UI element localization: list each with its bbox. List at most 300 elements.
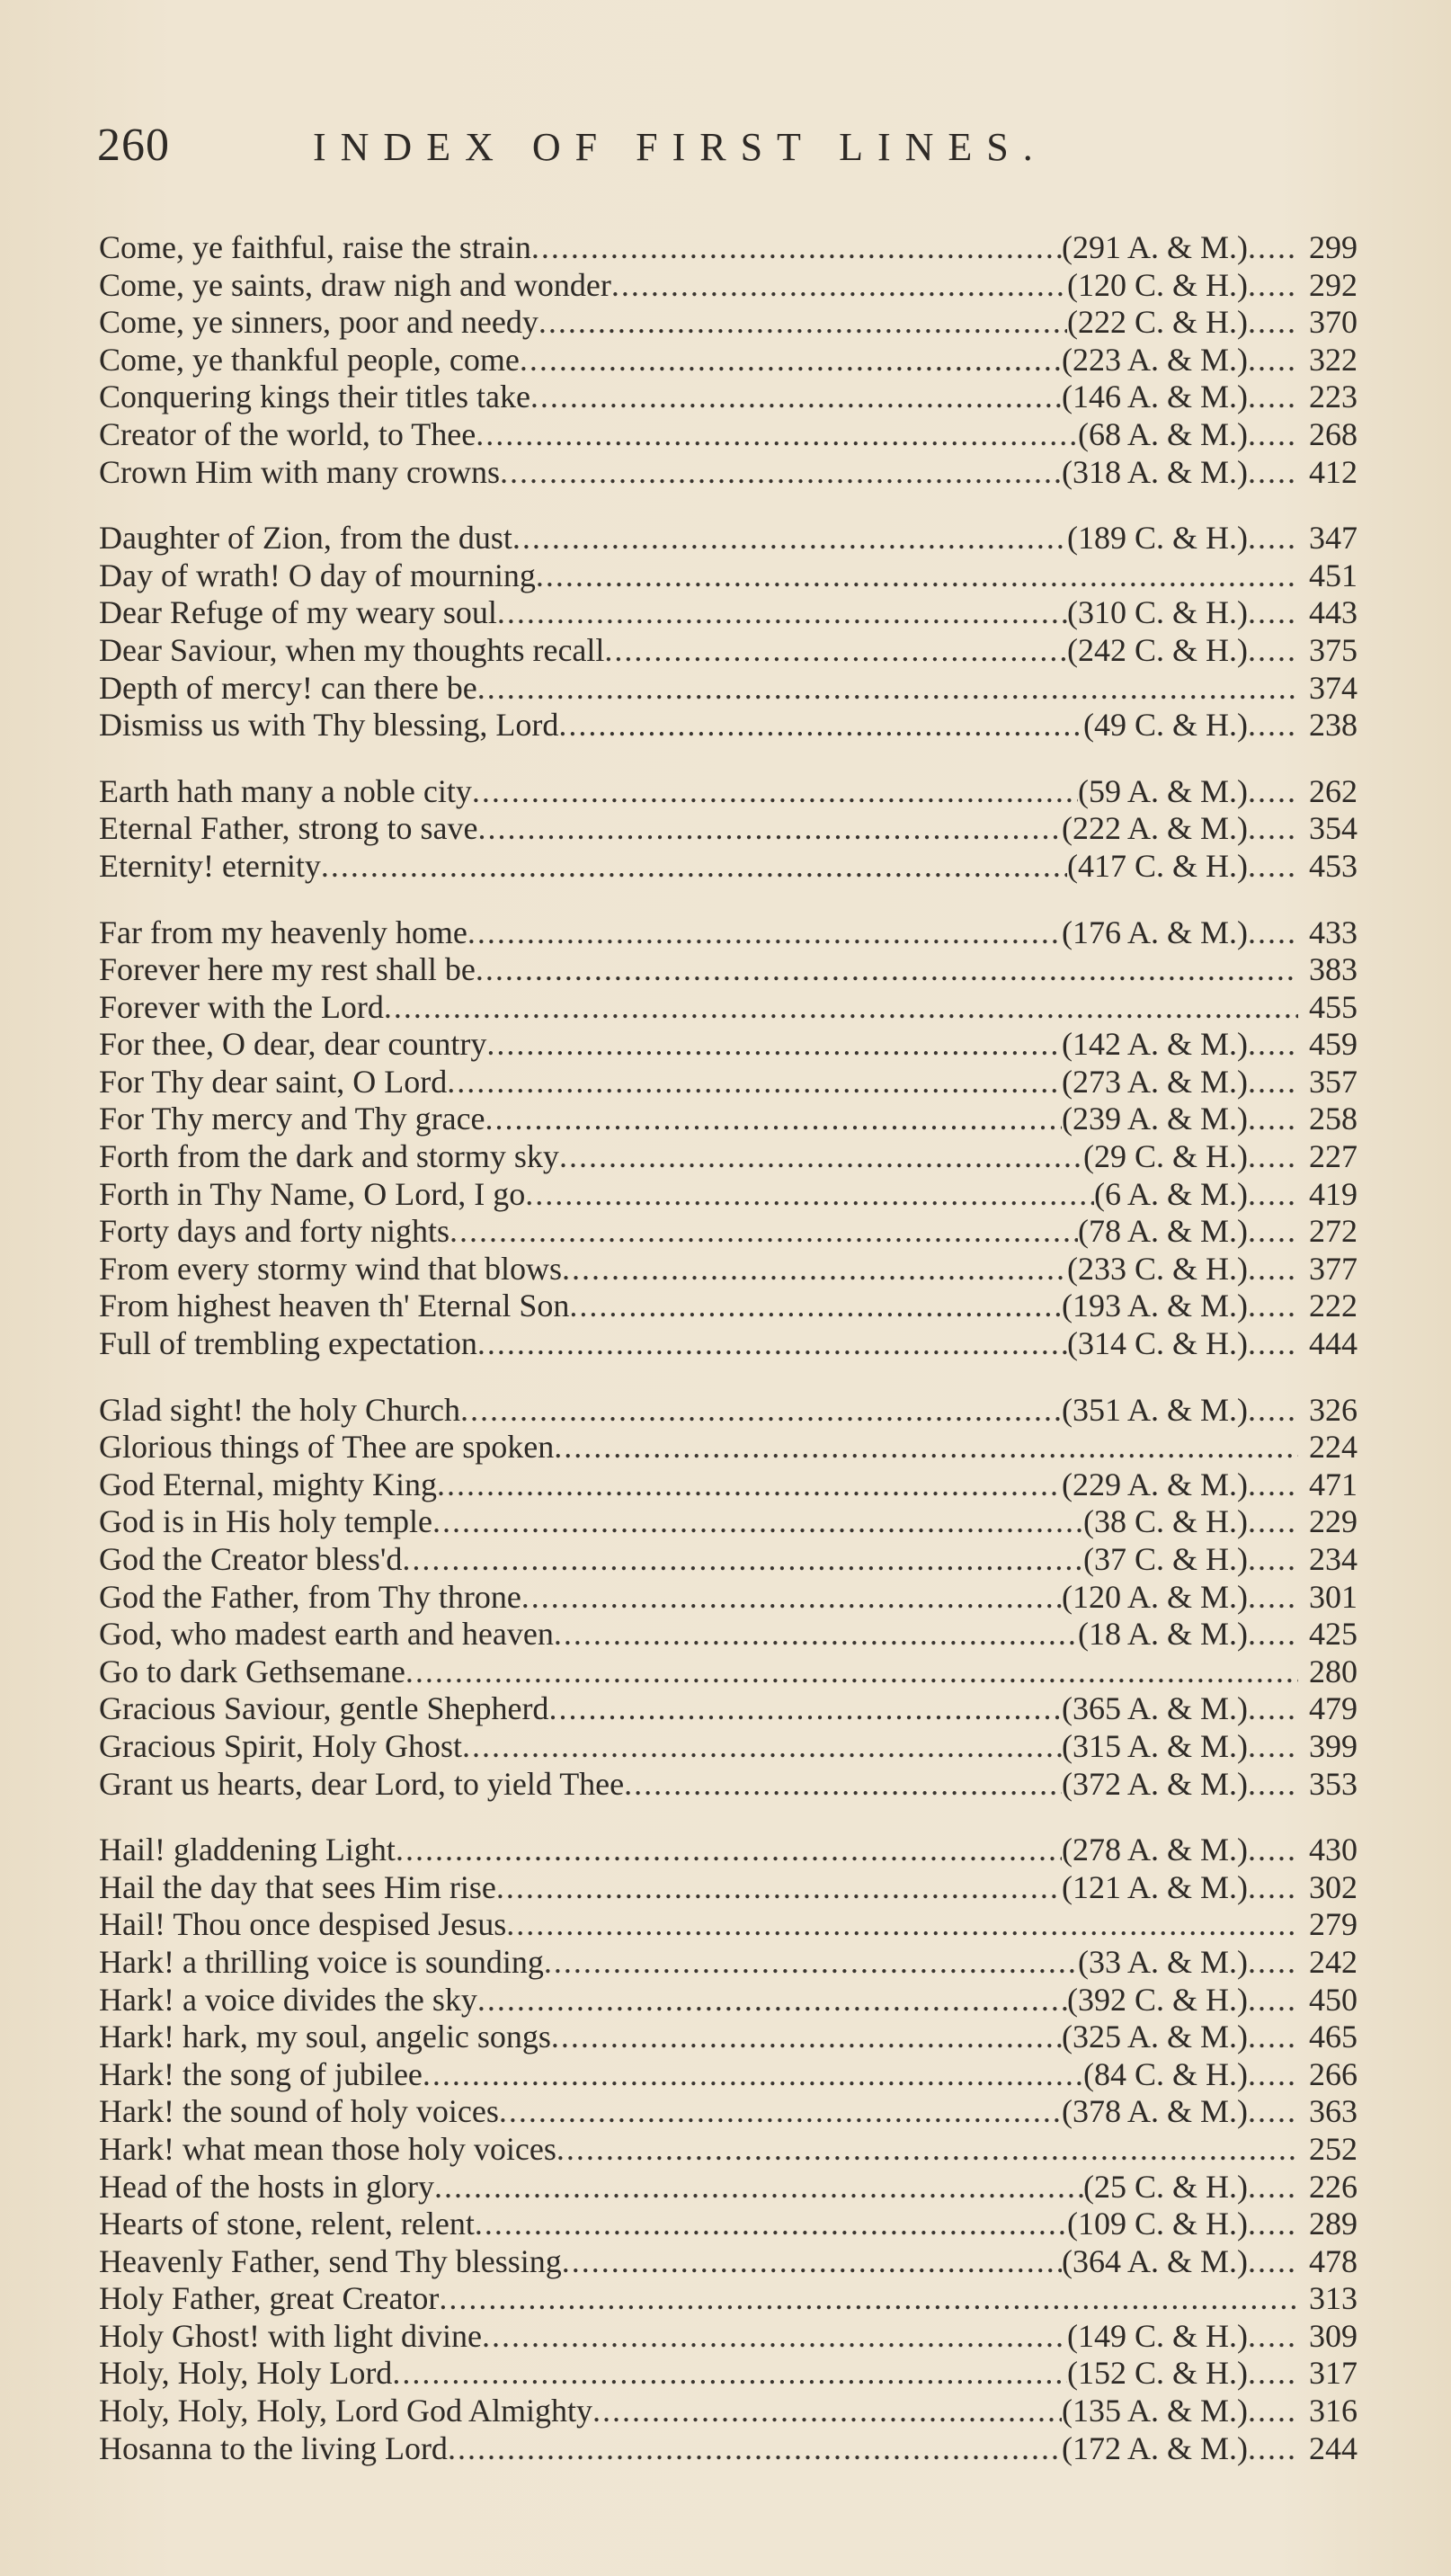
dot-leader-tail <box>1248 304 1298 342</box>
first-line-text: Come, ye saints, draw nigh and wonder <box>99 266 611 303</box>
dot-leader-tail <box>1248 1766 1298 1804</box>
hymnal-reference: (365 A. & M.) <box>1062 1690 1248 1727</box>
index-row <box>99 2430 1358 2468</box>
first-line-text: God the Creator bless'd <box>99 1541 403 1577</box>
hymn-number: 399 <box>1309 1727 1358 1764</box>
hymnal-reference: (78 A. & M.) <box>1078 1213 1248 1250</box>
dot-leader-tail <box>1248 1869 1298 1907</box>
hymn-number: 317 <box>1309 2355 1358 2392</box>
index-row <box>99 1982 1358 2019</box>
first-line-text: For Thy dear saint, O Lord <box>99 1063 448 1100</box>
hymnal-reference: (193 A. & M.) <box>1062 1288 1248 1324</box>
dot-leader-tail <box>1248 2093 1298 2131</box>
index-row <box>99 914 1358 952</box>
dot-leader-tail <box>1248 2430 1298 2468</box>
dot-leader <box>569 1288 1062 1325</box>
hymn-number: 363 <box>1309 2093 1358 2130</box>
hymn-number: 374 <box>1309 669 1358 706</box>
dot-leader <box>475 2206 1067 2243</box>
index-row <box>99 1325 1358 1363</box>
dot-leader-tail <box>1248 1251 1298 1288</box>
hymnal-reference: (149 C. & H.) <box>1067 2317 1248 2354</box>
dot-leader <box>486 1026 1062 1064</box>
index-row <box>99 1213 1358 1251</box>
dot-leader <box>450 1213 1078 1251</box>
hymnal-reference: (315 A. & M.) <box>1062 1727 1248 1764</box>
index-row <box>99 1064 1358 1101</box>
dot-leader <box>556 2131 1298 2169</box>
index-row <box>99 454 1358 492</box>
hymn-number: 313 <box>1309 2280 1358 2317</box>
hymn-number: 234 <box>1309 1541 1358 1577</box>
index-row <box>99 1616 1358 1653</box>
dot-leader-tail <box>1248 914 1298 952</box>
first-line-text: For Thy mercy and Thy grace <box>99 1101 485 1137</box>
dot-leader <box>476 416 1078 454</box>
dot-leader <box>477 670 1298 708</box>
first-line-text: Come, ye faithful, raise the strain <box>99 229 531 265</box>
hymnal-reference: (417 C. & H.) <box>1067 847 1248 884</box>
hymn-number: 425 <box>1309 1616 1358 1653</box>
dot-leader <box>437 1466 1062 1504</box>
index-row <box>99 670 1358 708</box>
index-row <box>99 2019 1358 2056</box>
dot-leader <box>482 2318 1067 2356</box>
index-row <box>99 1766 1358 1804</box>
hymn-number: 453 <box>1309 847 1358 884</box>
hymn-number: 353 <box>1309 1765 1358 1802</box>
index-row <box>99 1138 1358 1176</box>
first-line-text: From every stormy wind that blows <box>99 1250 562 1287</box>
dot-leader <box>539 304 1067 342</box>
dot-leader <box>548 1690 1062 1728</box>
dot-leader <box>477 810 1062 848</box>
dot-leader-tail <box>1248 632 1298 670</box>
dot-leader <box>485 1101 1062 1138</box>
hymn-number: 383 <box>1309 951 1358 988</box>
dot-leader <box>434 2169 1083 2206</box>
hymn-number: 301 <box>1309 1578 1358 1615</box>
hymn-number: 412 <box>1309 453 1358 490</box>
dot-leader <box>477 1982 1067 2019</box>
first-line-text: God is in His holy temple <box>99 1503 432 1540</box>
index-row <box>99 810 1358 848</box>
index-group-c <box>99 229 1358 491</box>
dot-leader-tail <box>1248 1392 1298 1430</box>
hymn-number: 272 <box>1309 1213 1358 1250</box>
first-line-text: Hark! a thrilling voice is sounding <box>99 1943 544 1980</box>
dot-leader-tail <box>1248 1579 1298 1617</box>
dot-leader-tail <box>1248 267 1298 305</box>
index-row <box>99 1579 1358 1617</box>
page-number: 260 <box>97 120 170 171</box>
first-line-text: Full of trembling expectation <box>99 1325 477 1362</box>
hymn-number: 238 <box>1309 707 1358 744</box>
dot-leader <box>402 1541 1083 1579</box>
hymn-number: 326 <box>1309 1391 1358 1428</box>
index-row <box>99 2318 1358 2356</box>
index-row <box>99 1392 1358 1430</box>
index-row <box>99 1944 1358 1982</box>
dot-leader <box>521 1579 1062 1617</box>
hymnal-reference: (351 A. & M.) <box>1062 1391 1248 1428</box>
hymn-number: 258 <box>1309 1101 1358 1137</box>
first-line-text: Hail the day that sees Him rise <box>99 1868 496 1905</box>
hymn-number: 377 <box>1309 1250 1358 1287</box>
index-row <box>99 2355 1358 2393</box>
dot-leader <box>604 632 1067 670</box>
hymnal-reference: (172 A. & M.) <box>1062 2429 1248 2466</box>
first-line-text: Forty days and forty nights <box>99 1213 450 1250</box>
hymnal-reference: (18 A. & M.) <box>1078 1616 1248 1653</box>
dot-leader-tail <box>1248 1541 1298 1579</box>
hymnal-reference: (239 A. & M.) <box>1062 1101 1248 1137</box>
first-line-text: Hark! what mean those holy voices <box>99 2130 556 2167</box>
page-title: INDEX OF FIRST LINES. <box>313 125 1047 169</box>
index-row <box>99 520 1358 557</box>
dot-leader <box>462 1728 1062 1766</box>
dot-leader <box>530 379 1062 416</box>
index-row <box>99 304 1358 342</box>
dot-leader-tail <box>1248 2206 1298 2243</box>
index-row <box>99 1503 1358 1541</box>
hymn-number: 309 <box>1309 2317 1358 2354</box>
dot-leader-tail <box>1248 229 1298 267</box>
first-line-text: Eternity! eternity <box>99 847 321 884</box>
hymn-number: 242 <box>1309 1943 1358 1980</box>
dot-leader <box>439 2280 1298 2318</box>
dot-leader-tail <box>1248 1466 1298 1504</box>
first-line-text: Holy Father, great Creator <box>99 2280 440 2317</box>
hymn-number: 289 <box>1309 2206 1358 2242</box>
dot-leader <box>624 1766 1062 1804</box>
first-line-text: Head of the hosts in glory <box>99 2168 434 2205</box>
index-row <box>99 1690 1358 1728</box>
first-line-text: Holy, Holy, Holy Lord <box>99 2355 393 2392</box>
dot-leader <box>405 1653 1298 1691</box>
index-row <box>99 1251 1358 1288</box>
dot-leader-tail <box>1248 2056 1298 2094</box>
index-group-f <box>99 914 1358 1363</box>
hymnal-reference: (68 A. & M.) <box>1078 415 1248 452</box>
hymn-number: 223 <box>1309 379 1358 415</box>
hymnal-reference: (242 C. & H.) <box>1067 631 1248 668</box>
index-row <box>99 2393 1358 2430</box>
index-row <box>99 1429 1358 1466</box>
hymnal-reference: (176 A. & M.) <box>1062 914 1248 950</box>
hymn-number: 354 <box>1309 810 1358 847</box>
index-row <box>99 2056 1358 2094</box>
hymnal-reference: (49 C. & H.) <box>1083 707 1248 744</box>
dot-leader-tail <box>1248 1064 1298 1101</box>
index-row <box>99 1832 1358 1869</box>
hymn-number: 322 <box>1309 341 1358 378</box>
dot-leader <box>432 1503 1083 1541</box>
dot-leader-tail <box>1248 1982 1298 2019</box>
index-row <box>99 594 1358 632</box>
first-line-text: Hail! gladdening Light <box>99 1832 396 1868</box>
hymn-number: 227 <box>1309 1138 1358 1175</box>
index-row <box>99 2169 1358 2206</box>
hymn-number: 280 <box>1309 1653 1358 1689</box>
dot-leader-tail <box>1248 2355 1298 2393</box>
dot-leader <box>396 1832 1062 1869</box>
hymn-number: 222 <box>1309 1288 1358 1324</box>
first-line-text: Depth of mercy! can there be <box>99 669 477 706</box>
dot-leader <box>562 2243 1062 2281</box>
hymnal-reference: (146 A. & M.) <box>1062 379 1248 415</box>
hymn-number: 262 <box>1309 772 1358 809</box>
hymnal-reference: (120 C. & H.) <box>1067 266 1248 303</box>
dot-leader <box>554 1616 1078 1653</box>
first-line-text: Hail! Thou once despised Jesus <box>99 1906 507 1943</box>
hymnal-reference: (84 C. & H.) <box>1083 2055 1248 2092</box>
index-row <box>99 707 1358 744</box>
first-line-text: Gracious Spirit, Holy Ghost <box>99 1727 462 1764</box>
hymn-number: 370 <box>1309 304 1358 341</box>
hymn-number: 450 <box>1309 1981 1358 2018</box>
hymnal-reference: (59 A. & M.) <box>1078 772 1248 809</box>
dot-leader-tail <box>1248 773 1298 811</box>
dot-leader <box>321 848 1067 886</box>
first-line-text: Glorious things of Thee are spoken <box>99 1429 555 1466</box>
dot-leader <box>544 1944 1078 1982</box>
hymn-number: 444 <box>1309 1325 1358 1362</box>
dot-leader <box>559 1138 1083 1176</box>
hymnal-reference: (135 A. & M.) <box>1062 2393 1248 2429</box>
dot-leader <box>536 557 1298 595</box>
first-line-text: Forth from the dark and stormy sky <box>99 1138 559 1175</box>
index-row <box>99 951 1358 989</box>
dot-leader-tail <box>1248 2019 1298 2056</box>
first-line-text: God, who madest earth and heaven <box>99 1616 554 1653</box>
first-line-text: Day of wrath! O day of mourning <box>99 557 536 593</box>
dot-leader-tail <box>1248 2393 1298 2430</box>
hymn-number: 279 <box>1309 1906 1358 1943</box>
dot-leader-tail <box>1248 1325 1298 1363</box>
dot-leader-tail <box>1248 1944 1298 1982</box>
first-line-text: Creator of the world, to Thee <box>99 415 476 452</box>
hymn-number: 430 <box>1309 1832 1358 1868</box>
hymnal-reference: (229 A. & M.) <box>1062 1466 1248 1502</box>
dot-leader <box>447 1064 1062 1101</box>
hymnal-reference: (189 C. & H.) <box>1067 520 1248 557</box>
first-line-text: God the Father, from Thy throne <box>99 1578 521 1615</box>
first-line-text: Earth hath many a noble city <box>99 772 472 809</box>
dot-leader <box>496 1869 1062 1907</box>
hymn-number: 292 <box>1309 266 1358 303</box>
hymnal-reference: (314 C. & H.) <box>1067 1325 1248 1362</box>
hymnal-reference: (318 A. & M.) <box>1062 453 1248 490</box>
dot-leader <box>611 267 1067 305</box>
first-line-text: Hosanna to the living Lord <box>99 2429 448 2466</box>
dot-leader-tail <box>1248 1690 1298 1728</box>
hymnal-reference: (152 C. & H.) <box>1067 2355 1248 2392</box>
dot-leader <box>476 951 1298 989</box>
dot-leader <box>499 2093 1062 2131</box>
dot-leader-tail <box>1248 707 1298 744</box>
dot-leader <box>460 1392 1062 1430</box>
dot-leader <box>423 2056 1083 2094</box>
dot-leader-tail <box>1248 1101 1298 1138</box>
first-line-text: Dear Refuge of my weary soul <box>99 594 497 631</box>
dot-leader <box>392 2355 1067 2393</box>
hymn-number: 229 <box>1309 1503 1358 1540</box>
dot-leader <box>472 773 1078 811</box>
index-group-e <box>99 773 1358 886</box>
dot-leader <box>512 520 1067 557</box>
dot-leader-tail <box>1248 379 1298 416</box>
first-line-text: Conquering kings their titles take <box>99 379 530 415</box>
first-line-text: God Eternal, mighty King <box>99 1466 437 1502</box>
hymn-number: 268 <box>1309 415 1358 452</box>
hymnal-reference: (325 A. & M.) <box>1062 2019 1248 2055</box>
first-line-text: Holy, Holy, Holy, Lord God Almighty <box>99 2393 592 2429</box>
hymnal-reference: (233 C. & H.) <box>1067 1250 1248 1287</box>
dot-leader-tail <box>1248 1616 1298 1653</box>
hymnal-reference: (109 C. & H.) <box>1067 2206 1248 2242</box>
index-row <box>99 632 1358 670</box>
hymnal-reference: (278 A. & M.) <box>1062 1832 1248 1868</box>
first-line-text: From highest heaven th' Eternal Son <box>99 1288 570 1324</box>
first-line-text: Hark! a voice divides the sky <box>99 1981 477 2018</box>
hymnal-reference: (33 A. & M.) <box>1078 1943 1248 1980</box>
index-row <box>99 1288 1358 1325</box>
first-line-text: Dear Saviour, when my thoughts recall <box>99 631 605 668</box>
hymnal-reference: (121 A. & M.) <box>1062 1868 1248 1905</box>
first-line-text: Come, ye sinners, poor and needy <box>99 304 539 341</box>
hymnal-reference: (223 A. & M.) <box>1062 341 1248 378</box>
index-row <box>99 1026 1358 1064</box>
first-line-text: Eternal Father, strong to save <box>99 810 478 847</box>
index-group-d <box>99 520 1358 744</box>
first-line-text: Crown Him with many crowns <box>99 453 500 490</box>
hymn-number: 419 <box>1309 1175 1358 1212</box>
dot-leader-tail <box>1248 342 1298 379</box>
hymnal-reference: (222 A. & M.) <box>1062 810 1248 847</box>
dot-leader <box>384 989 1298 1027</box>
index-row <box>99 557 1358 595</box>
index-row <box>99 989 1358 1027</box>
hymn-number: 459 <box>1309 1026 1358 1063</box>
hymnal-reference: (291 A. & M.) <box>1062 229 1248 265</box>
index-row <box>99 1906 1358 1944</box>
index-row <box>99 1653 1358 1691</box>
first-line-text: Heavenly Father, send Thy blessing <box>99 2242 562 2279</box>
dot-leader <box>497 594 1067 632</box>
hymn-number: 478 <box>1309 2242 1358 2279</box>
first-line-text: Grant us hearts, dear Lord, to yield Thee <box>99 1765 625 1802</box>
dot-leader <box>558 707 1083 744</box>
hymn-number: 299 <box>1309 229 1358 265</box>
hymnal-reference: (372 A. & M.) <box>1062 1765 1248 1802</box>
index-row <box>99 1466 1358 1504</box>
hymn-number: 443 <box>1309 594 1358 631</box>
first-line-text: Hearts of stone, relent, relent <box>99 2206 475 2242</box>
first-line-text: Dismiss us with Thy blessing, Lord <box>99 707 559 744</box>
dot-leader <box>592 2393 1062 2430</box>
hymnal-reference: (120 A. & M.) <box>1062 1578 1248 1615</box>
dot-leader-tail <box>1248 2169 1298 2206</box>
dot-leader <box>531 229 1062 267</box>
first-line-text: Daughter of Zion, from the dust <box>99 520 512 557</box>
dot-leader <box>525 1176 1094 1214</box>
hymnal-reference: (25 C. & H.) <box>1083 2168 1248 2205</box>
hymnal-reference: (142 A. & M.) <box>1062 1026 1248 1063</box>
hymnal-reference: (392 C. & H.) <box>1067 1981 1248 2018</box>
first-line-text: Go to dark Gethsemane <box>99 1653 405 1689</box>
hymnal-reference: (364 A. & M.) <box>1062 2242 1248 2279</box>
hymnal-reference: (222 C. & H.) <box>1067 304 1248 341</box>
first-line-text: Forth in Thy Name, O Lord, I go <box>99 1175 526 1212</box>
index-group-g <box>99 1392 1358 1804</box>
first-line-text: Hark! hark, my soul, angelic songs <box>99 2019 551 2055</box>
hymn-number: 451 <box>1309 557 1358 593</box>
hymn-number: 302 <box>1309 1868 1358 1905</box>
index-row <box>99 2243 1358 2281</box>
index-group-h <box>99 1832 1358 2467</box>
hymn-number: 252 <box>1309 2130 1358 2167</box>
hymnal-reference: (29 C. & H.) <box>1083 1138 1248 1175</box>
dot-leader <box>477 1325 1067 1363</box>
index-row <box>99 773 1358 811</box>
dot-leader <box>500 454 1062 492</box>
hymn-number: 479 <box>1309 1690 1358 1727</box>
index-entries <box>99 229 1358 2496</box>
dot-leader-tail <box>1248 1176 1298 1214</box>
dot-leader <box>448 2430 1062 2468</box>
hymnal-reference: (6 A. & M.) <box>1094 1175 1248 1212</box>
first-line-text: Far from my heavenly home <box>99 914 467 950</box>
dot-leader <box>551 2019 1062 2056</box>
first-line-text: Forever with the Lord <box>99 988 384 1025</box>
dot-leader <box>554 1429 1298 1466</box>
dot-leader-tail <box>1248 2243 1298 2281</box>
dot-leader-tail <box>1248 2318 1298 2356</box>
hymn-number: 357 <box>1309 1063 1358 1100</box>
hymn-number: 226 <box>1309 2168 1358 2205</box>
index-row <box>99 1101 1358 1138</box>
index-row <box>99 342 1358 379</box>
index-row <box>99 1728 1358 1766</box>
hymn-number: 347 <box>1309 520 1358 557</box>
dot-leader <box>467 914 1062 952</box>
first-line-text: Holy Ghost! with light divine <box>99 2317 482 2354</box>
dot-leader-tail <box>1248 1138 1298 1176</box>
first-line-text: For thee, O dear, dear country <box>99 1026 487 1063</box>
dot-leader-tail <box>1248 1728 1298 1766</box>
hymnal-reference: (37 C. & H.) <box>1083 1541 1248 1577</box>
dot-leader-tail <box>1248 1832 1298 1869</box>
first-line-text: Hark! the sound of holy voices <box>99 2093 499 2130</box>
dot-leader-tail <box>1248 454 1298 492</box>
dot-leader-tail <box>1248 594 1298 632</box>
hymn-number: 375 <box>1309 631 1358 668</box>
index-row <box>99 416 1358 454</box>
first-line-text: Glad sight! the holy Church <box>99 1391 460 1428</box>
dot-leader-tail <box>1248 1288 1298 1325</box>
dot-leader-tail <box>1248 1026 1298 1064</box>
running-head <box>97 119 1374 173</box>
dot-leader <box>562 1251 1067 1288</box>
index-row <box>99 379 1358 416</box>
dot-leader-tail <box>1248 848 1298 886</box>
hymn-number: 266 <box>1309 2055 1358 2092</box>
index-row <box>99 1176 1358 1214</box>
index-row <box>99 267 1358 305</box>
dot-leader-tail <box>1248 810 1298 848</box>
index-row <box>99 848 1358 886</box>
